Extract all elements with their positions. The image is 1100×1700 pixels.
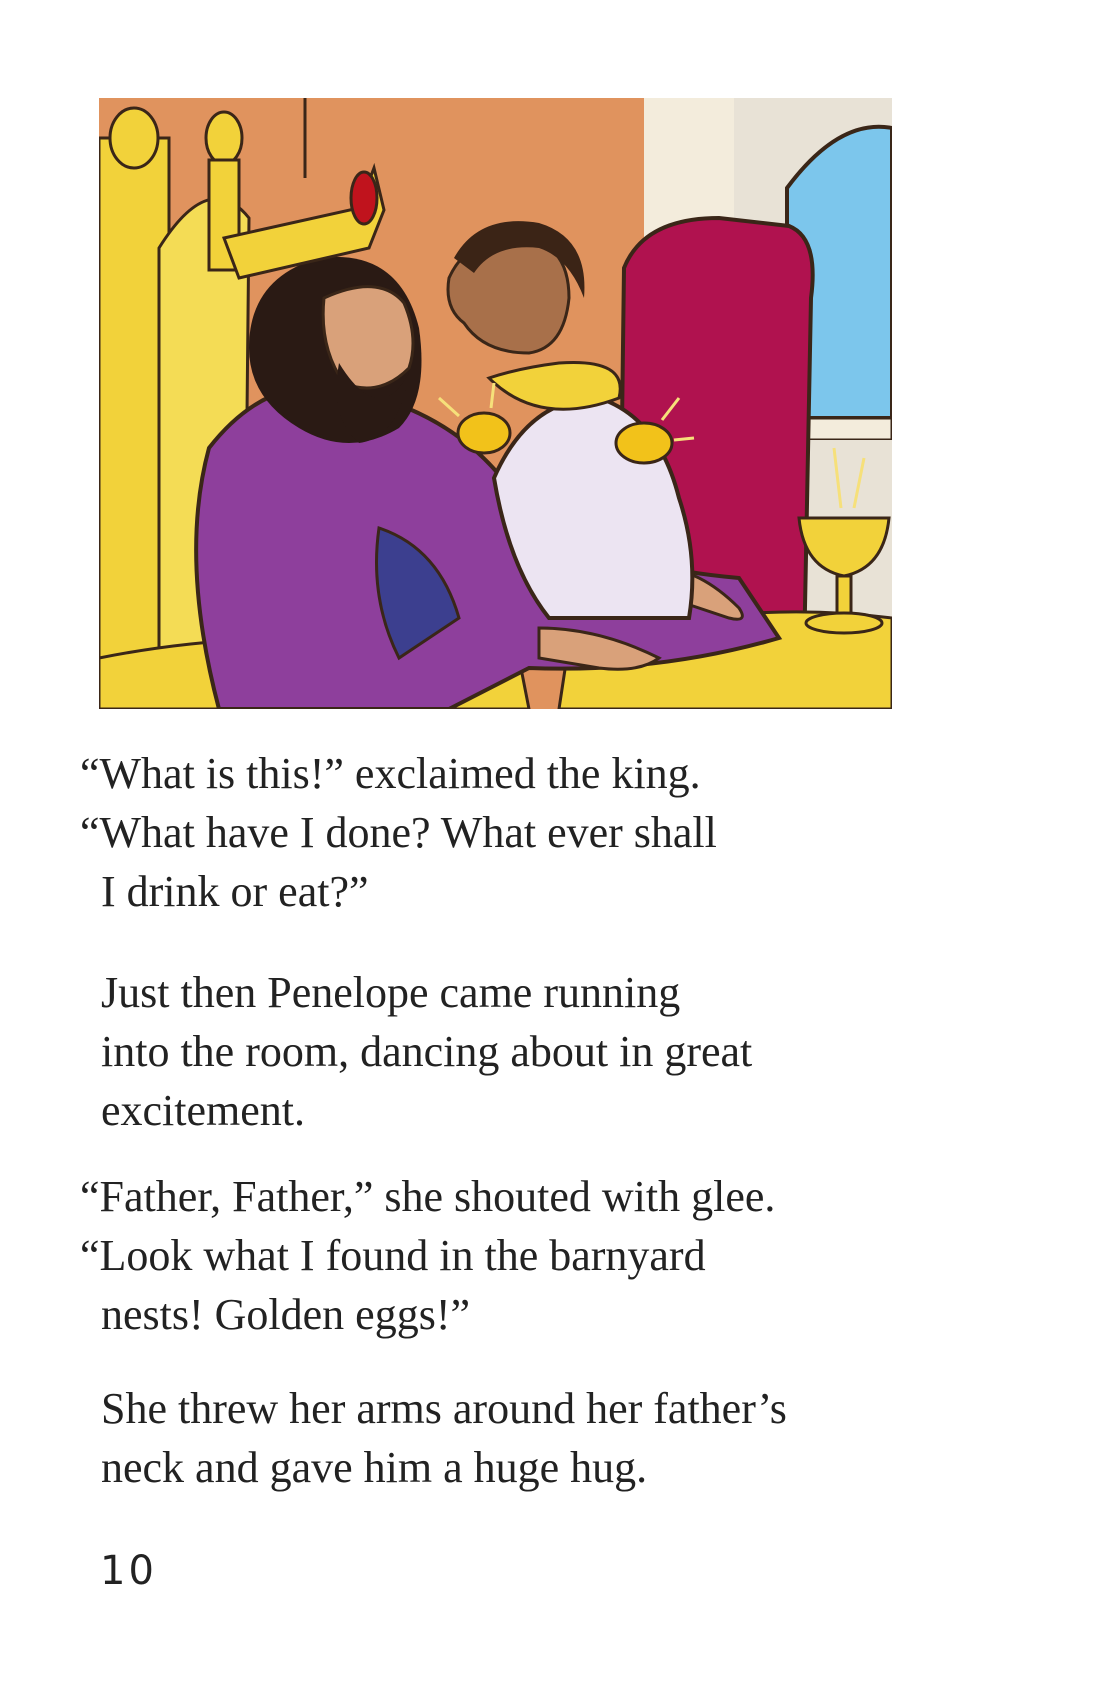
page-number: 10 bbox=[100, 1548, 157, 1594]
text-line: “Look what I found in the barnyard bbox=[80, 1231, 706, 1280]
text-line: into the room, dancing about in great bbox=[101, 1027, 753, 1076]
text-line: She threw her arms around her father’s bbox=[101, 1384, 787, 1433]
text-line: “What have I done? What ever shall bbox=[80, 808, 717, 857]
paragraph-hug bbox=[80, 1379, 787, 1497]
text-line: “What is this!” exclaimed the king. bbox=[80, 749, 701, 798]
paragraph-king-exclaims bbox=[80, 744, 717, 921]
text-line: nests! Golden eggs!” bbox=[101, 1290, 471, 1339]
text-line: I drink or eat?” bbox=[101, 867, 369, 916]
text-line: Just then Penelope came running bbox=[101, 968, 681, 1017]
paragraph-golden-eggs bbox=[80, 1167, 775, 1344]
king-face bbox=[323, 287, 413, 388]
text-line: excitement. bbox=[101, 1086, 306, 1135]
king-and-daughter-illustration bbox=[99, 98, 892, 709]
text-line: “Father, Father,” she shouted with glee. bbox=[80, 1172, 776, 1221]
text-line: neck and gave him a huge hug. bbox=[101, 1443, 648, 1492]
story-illustration bbox=[99, 98, 892, 709]
golden-egg-left bbox=[458, 413, 510, 453]
paragraph-penelope-enters bbox=[80, 963, 752, 1140]
golden-egg-right bbox=[616, 423, 672, 463]
